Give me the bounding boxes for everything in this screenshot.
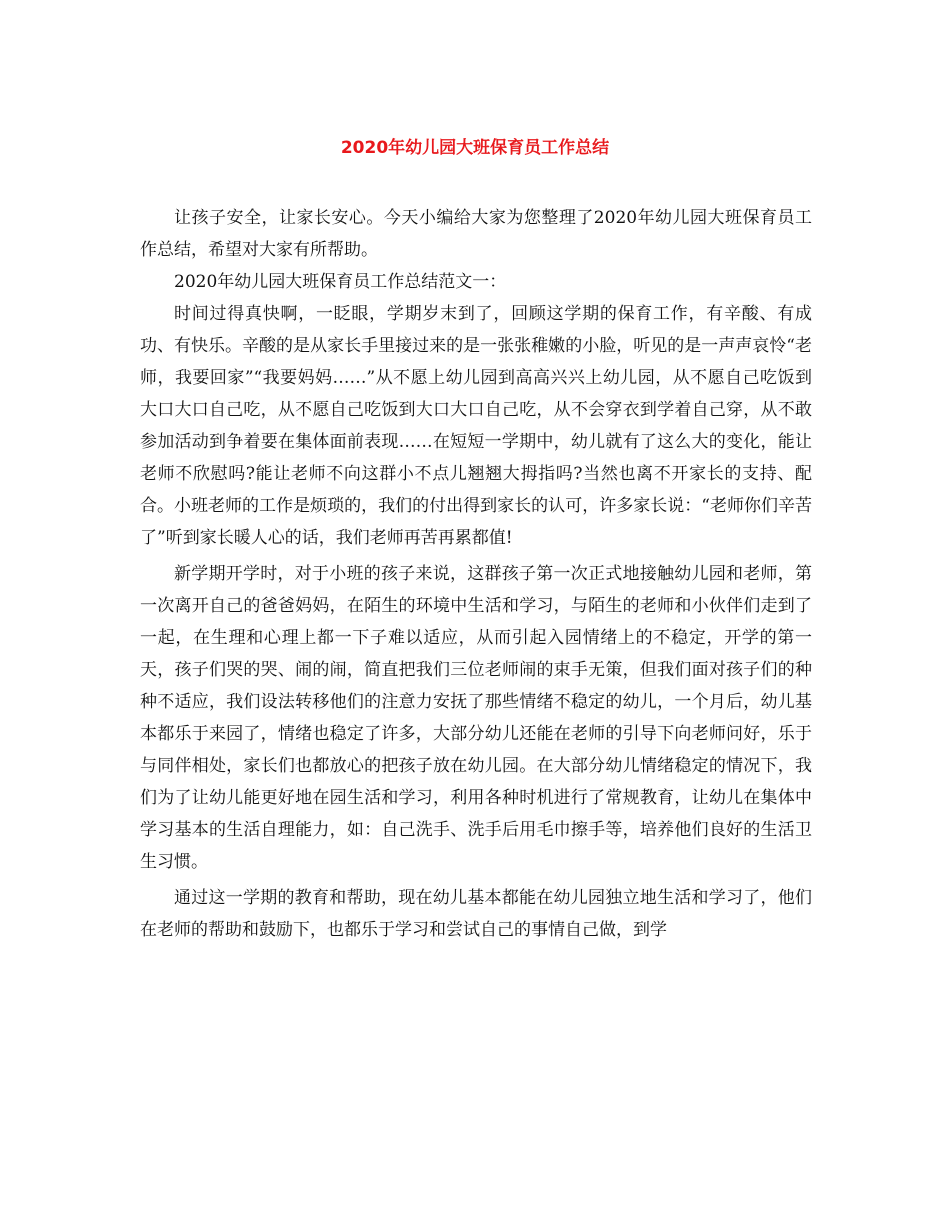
paragraph-intro: 让孩子安全，让家长安心。今天小编给大家为您整理了2020年幼儿园大班保育员工作总结，希望对大家有所帮助。 [140,208,812,260]
paragraph-body-2: 新学期开学时，对于小班的孩子来说，这群孩子第一次正式地接触幼儿园和老师，第一次离开自己的爸爸妈妈，在陌生的环境中生活和学习，与陌生的老师和小伙伴们走到了一起，在生理和心理上都一下子难以适应，从而引起入园情绪上的不稳定，开学的第一天，孩子们哭的哭、闹的闹，简直把我们三位老师闹的束手无策，但我们面对孩子们的种种不适应，我们设法转移他们的注意力安抚了那些情绪不稳定的幼儿，一个月后，幼儿基本都乐于来园了，情绪也稳定了许多，大部分幼儿还能在老师的引导下向老师问好，乐于与同伴相处，家长们也都放心的把孩子放在幼儿园。在大部分幼儿情绪稳定的情况下，我们为了让幼儿能更好地在园生活和学习，利用各种时机进行了常规教育，让幼儿在集体中学习基本的生活自理能力，如：自己洗手、洗手后用毛巾擦手等，培养他们良好的生活卫生习惯。 [140,564,812,872]
paragraph-body-3: 通过这一学期的教育和帮助，现在幼儿基本都能在幼儿园独立地生活和学习了，他们在老师的帮助和鼓励下，也都乐于学习和尝试自己的事情自己做，到学 [140,888,812,940]
paragraph-body-1: 时间过得真快啊，一眨眼，学期岁末到了，回顾这学期的保育工作，有辛酸、有成功、有快乐。辛酸的是从家长手里接过来的是一张张稚嫩的小脸，听见的是一声声哀怜“老师，我要回家”“我要妈妈……”从不愿上幼儿园到高高兴兴上幼儿园，从不愿自己吃饭到大口大口自己吃，从不愿自己吃饭到大口大口自己吃，从不会穿衣到学着自己穿，从不敢参加活动到争着要在集体面前表现……在短短一学期中，幼儿就有了这么大的变化，能让老师不欣慰吗?能让老师不向这群小不点儿翘翘大拇指吗?当然也离不开家长的支持、配合。小班老师的工作是烦琐的，我们的付出得到家长的认可，许多家长说：“老师你们辛苦了”听到家长暖人心的话，我们老师再苦再累都值! [140,304,812,548]
paragraph-section-heading: 2020年幼儿园大班保育员工作总结范文一： [174,272,507,292]
document-title: 2020年幼儿园大班保育员工作总结 [340,138,610,158]
document-body [140,202,812,946]
